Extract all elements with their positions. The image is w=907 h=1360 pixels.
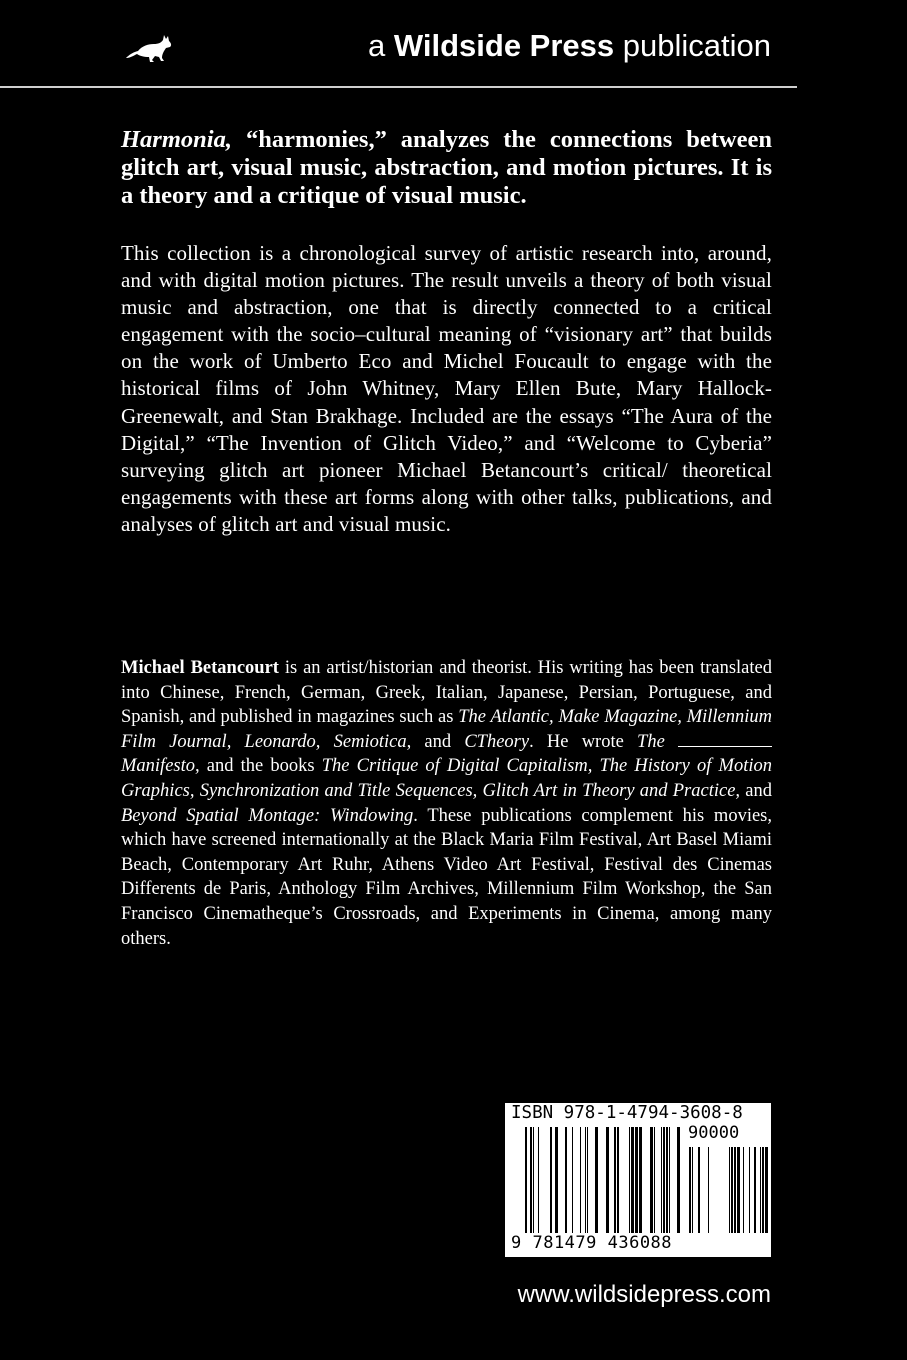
publisher-header	[0, 0, 797, 88]
price-code: 90000	[688, 1123, 740, 1143]
publisher-line: a Wildside Press publication	[368, 28, 771, 63]
ean-digits: 9 781479 436088	[511, 1233, 673, 1253]
fox-icon	[124, 32, 174, 64]
tagline: Harmonia, “harmonies,” analyzes the connections between glitch art, visual music, abstraction, and motion pictures. It is a theory and a critique of visual music.	[121, 126, 773, 209]
isbn-label: ISBN 978-1-4794-3608-8	[511, 1103, 743, 1123]
manifesto-blank	[678, 732, 772, 747]
publisher-name: Wildside Press	[393, 28, 615, 63]
author-name: Michael Betancourt	[121, 658, 279, 678]
book-description: This collection is a chronological survey of artistic research into, around, and with digital motion pictures. The result unveils a theory of both visual music and abstraction, one that is directly connected to a critical engagement with the socio–cultural meaning of “visionary art” that builds on the work of Umberto Eco and Michel Foucault to engage with the historical films of John Whitney, Mary Ellen Bute, Mary Hallock-Greenewalt, and Stan Brakhage. Included are the essays “The Aura of the Digital,” “The Invention of Glitch Video,” and “Welcome to Cyberia” surveying glitch art pioneer Michael Betancourt’s critical/ theoretical engagements with these art forms along with other talks, publications, and analyses of glitch art and visual music.	[121, 241, 772, 536]
author-bio: Michael Betancourt is an artist/historian and theorist. His writing has been translated into Chinese, French, German, Greek, Italian, Japanese, Persian, Portuguese, and Spanish, and published in magazines such as The Atlantic, Make Magazine, Millennium Film Journal, Leonardo, Semiotica, and CTheory. He wrote The Manifesto, and the books The Critique of Digital Capitalism, The History of Motion Graphics, Synchronization and Title Sequences, Glitch Art in Theory and Practice, and Beyond Spatial Montage: Windowing. These publications complement his movies, which have screened internationally at the Black Maria Film Festival, Art Basel Miami Beach, Contemporary Art Ruhr, Athens Video Art Festival, Festival des Cinemas Differents de Paris, Anthology Film Archives, Millennium Film Workshop, the San Francisco Cinematheque’s Crossroads, and Experiments in Cinema, among many others.	[121, 658, 772, 949]
book-title: Harmonia,	[121, 126, 232, 153]
publisher-url[interactable]: www.wildsidepress.com	[517, 1281, 771, 1308]
isbn-barcode	[505, 1103, 771, 1257]
